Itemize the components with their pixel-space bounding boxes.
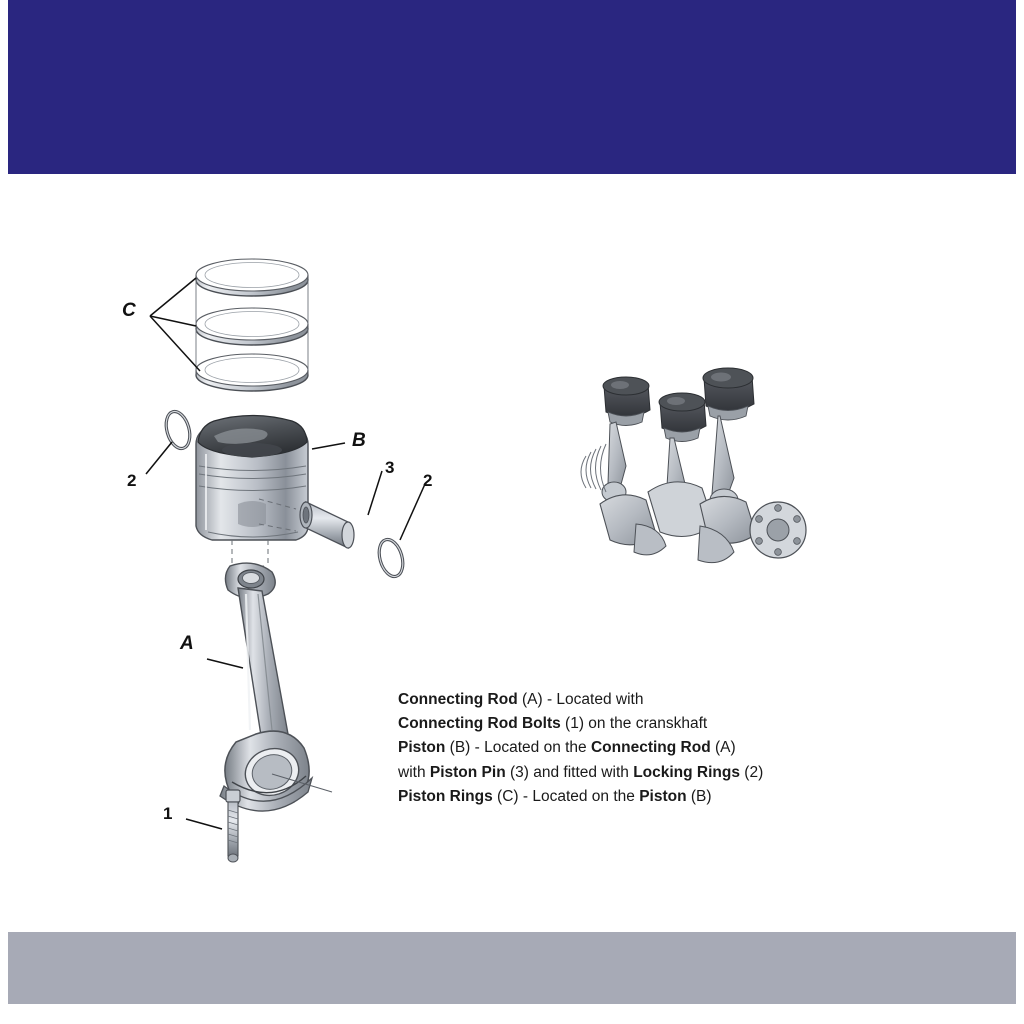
caption-term-piston-pin: Piston Pin (429, 763, 506, 781)
connecting-rod-group (220, 540, 312, 811)
inset-piston-3 (703, 368, 754, 511)
callout-label-b: B (352, 430, 366, 451)
caption-text-4c: (2) (739, 763, 764, 781)
leader-lines-c (150, 278, 200, 371)
callout-label-3: 3 (385, 458, 395, 477)
leader-line-b (312, 443, 345, 449)
caption-term-piston-2: Piston (639, 787, 687, 805)
callout-label-2-left: 2 (127, 471, 137, 490)
callout-label-1: 1 (163, 804, 173, 823)
callout-label-c: C (122, 300, 136, 321)
bottom-banner (8, 932, 1016, 1004)
caption-term-connecting-rod: Connecting Rod (398, 691, 518, 708)
piston-pin (300, 502, 354, 548)
caption-line-4 (398, 761, 868, 785)
caption-term-piston-rings: Piston Rings (398, 787, 493, 805)
leader-line-3 (368, 471, 382, 515)
caption-text-5b: (B) (686, 787, 712, 805)
diagram-caption (398, 688, 868, 809)
locking-ring-left (162, 409, 194, 452)
piston-group (196, 416, 308, 541)
inset-piston-1 (602, 377, 650, 502)
piston-ring-3 (196, 354, 308, 391)
callout-label-a: A (180, 633, 194, 654)
inset-timing-gear (581, 444, 606, 492)
piston-ring-1 (196, 259, 308, 296)
piston-ring-2 (196, 308, 308, 345)
rod-alignment-dashes (232, 540, 268, 566)
caption-text-3b: (A) (710, 739, 736, 757)
top-banner (8, 0, 1016, 174)
caption-text-5a: (C) - Located on the (492, 787, 640, 805)
caption-text-3a: (B) - Located on the (445, 739, 591, 757)
leader-line-1 (186, 819, 222, 829)
caption-text-1: (A) - Located with (517, 691, 644, 708)
caption-line-3 (398, 736, 868, 760)
leader-line-a (207, 659, 243, 668)
callout-label-2-right: 2 (423, 471, 433, 490)
crankshaft-with-pistons-inset (581, 368, 806, 563)
caption-term-connecting-rod-bolts: Connecting Rod Bolts (398, 715, 561, 733)
diagram-svg (0, 174, 1024, 932)
caption-text-4b: (3) and fitted with (505, 763, 634, 781)
caption-line-2 (398, 712, 868, 736)
caption-line-1 (398, 688, 868, 712)
locking-ring-right (375, 537, 407, 580)
caption-text-4a: with (398, 763, 430, 781)
caption-term-piston: Piston (398, 739, 446, 757)
caption-term-locking-rings: Locking Rings (633, 763, 740, 781)
bolt-head (226, 790, 240, 802)
caption-term-connecting-rod-2: Connecting Rod (590, 739, 711, 757)
caption-text-2: (1) on the cranskhaft (560, 715, 708, 733)
leader-line-2-left (146, 442, 172, 474)
connecting-rod-bolt (226, 790, 240, 862)
caption-line-5 (398, 785, 868, 809)
leader-line-2-right (400, 484, 425, 540)
exploded-diagram (0, 174, 1024, 932)
piston-rings-group (196, 259, 308, 391)
